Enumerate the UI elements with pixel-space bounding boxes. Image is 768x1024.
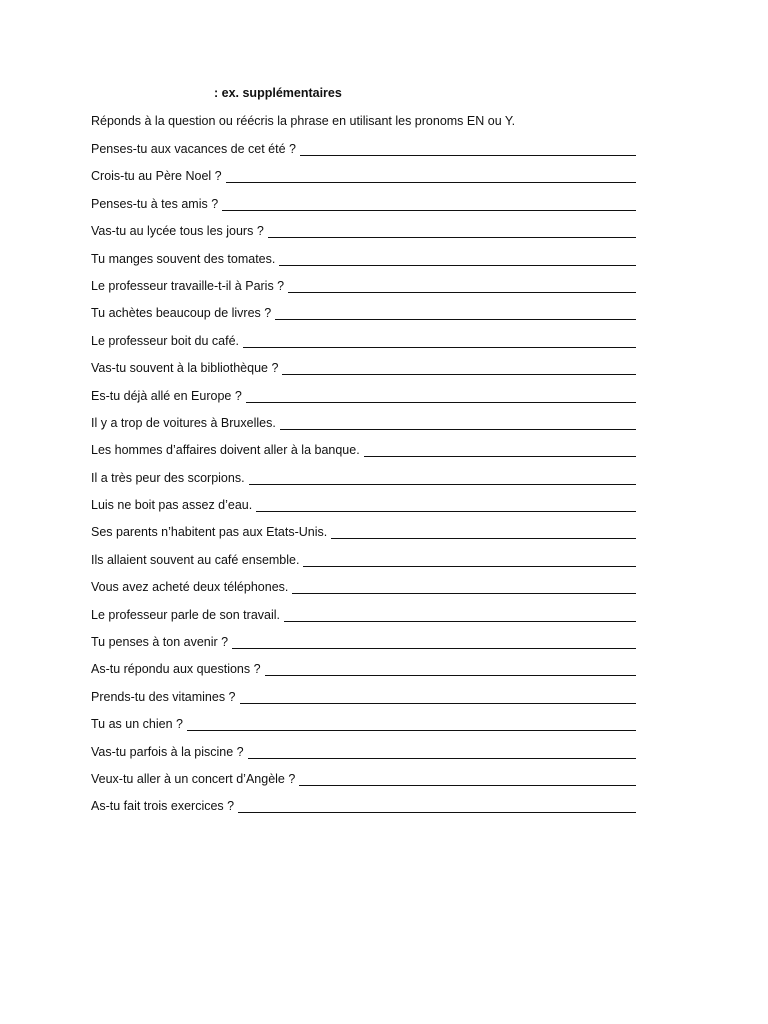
exercise-prompt: Vous avez acheté deux téléphones. — [91, 580, 289, 595]
exercise-prompt: Il y a trop de voitures à Bruxelles. — [91, 415, 276, 430]
exercise-item — [91, 771, 651, 798]
exercise-item — [91, 744, 651, 771]
answer-line[interactable] — [288, 278, 636, 293]
exercise-item — [91, 168, 651, 195]
answer-line[interactable] — [246, 388, 636, 403]
exercise-prompt: Vas-tu souvent à la bibliothèque ? — [91, 361, 279, 376]
answer-line[interactable] — [238, 798, 636, 813]
answer-line[interactable] — [280, 415, 636, 430]
exercise-prompt: As-tu fait trois exercices ? — [91, 799, 235, 814]
answer-line[interactable] — [187, 716, 636, 731]
answer-line[interactable] — [292, 579, 636, 594]
exercise-item — [91, 141, 651, 168]
answer-line[interactable] — [240, 689, 636, 704]
exercise-prompt: Les hommes d’affaires doivent aller à la banque. — [91, 443, 360, 458]
exercise-prompt: Prends-tu des vitamines ? — [91, 689, 236, 704]
exercise-item — [91, 415, 651, 442]
exercise-item — [91, 607, 651, 634]
answer-line[interactable] — [256, 497, 636, 512]
exercise-item — [91, 305, 651, 332]
exercise-prompt: Vas-tu parfois à la piscine ? — [91, 744, 244, 759]
exercise-item — [91, 278, 651, 305]
instruction-text: Réponds à la question ou réécris la phrase en utilisant les pronoms EN ou Y. — [91, 114, 516, 128]
exercise-item — [91, 442, 651, 469]
exercise-prompt: Il a très peur des scorpions. — [91, 470, 245, 485]
answer-line[interactable] — [284, 607, 636, 622]
exercise-item — [91, 579, 651, 606]
answer-line[interactable] — [248, 744, 636, 759]
exercise-prompt: Ils allaient souvent au café ensemble. — [91, 552, 300, 567]
exercise-prompt: Ses parents n’habitent pas aux Etats-Unis. — [91, 525, 328, 540]
exercise-prompt: Crois-tu au Père Noel ? — [91, 169, 222, 184]
exercise-prompt: Vas-tu au lycée tous les jours ? — [91, 224, 264, 239]
exercise-item — [91, 196, 651, 223]
exercise-item — [91, 388, 651, 415]
answer-line[interactable] — [226, 168, 636, 183]
exercise-prompt: Veux-tu aller à un concert d’Angèle ? — [91, 771, 296, 786]
exercise-prompt: Tu as un chien ? — [91, 717, 183, 732]
answer-line[interactable] — [265, 661, 636, 676]
exercise-prompt: Luis ne boit pas assez d’eau. — [91, 498, 253, 513]
answer-line[interactable] — [299, 771, 636, 786]
exercise-prompt: Penses-tu à tes amis ? — [91, 196, 219, 211]
answer-line[interactable] — [243, 333, 636, 348]
exercise-prompt: Tu achètes beaucoup de livres ? — [91, 306, 272, 321]
exercise-item — [91, 524, 651, 551]
answer-line[interactable] — [303, 552, 636, 567]
exercise-prompt: Es-tu déjà allé en Europe ? — [91, 388, 242, 403]
exercise-item — [91, 223, 651, 250]
exercise-prompt: Le professeur boit du café. — [91, 333, 240, 348]
exercise-prompt: Le professeur parle de son travail. — [91, 607, 280, 622]
exercise-prompt: Tu penses à ton avenir ? — [91, 635, 229, 650]
exercise-prompt: Le professeur travaille-t-il à Paris ? — [91, 278, 285, 293]
exercise-item — [91, 497, 651, 524]
exercise-item — [91, 360, 651, 387]
exercise-item — [91, 634, 651, 661]
exercise-item — [91, 251, 651, 278]
answer-line[interactable] — [279, 251, 636, 266]
exercise-item — [91, 798, 651, 825]
exercise-prompt: Tu manges souvent des tomates. — [91, 251, 276, 266]
answer-line[interactable] — [364, 442, 636, 457]
answer-line[interactable] — [222, 196, 636, 211]
answer-line[interactable] — [282, 360, 636, 375]
exercise-list — [91, 141, 651, 826]
exercise-item — [91, 333, 651, 360]
exercise-item — [91, 661, 651, 688]
exercise-prompt: As-tu répondu aux questions ? — [91, 662, 261, 677]
worksheet-title: : ex. supplémentaires — [214, 86, 342, 100]
answer-line[interactable] — [331, 524, 636, 539]
answer-line[interactable] — [249, 470, 636, 485]
answer-line[interactable] — [275, 305, 636, 320]
exercise-item — [91, 470, 651, 497]
exercise-item — [91, 689, 651, 716]
answer-line[interactable] — [300, 141, 636, 156]
exercise-item — [91, 716, 651, 743]
exercise-prompt: Penses-tu aux vacances de cet été ? — [91, 142, 296, 156]
answer-line[interactable] — [232, 634, 636, 649]
answer-line[interactable] — [268, 223, 636, 238]
exercise-item — [91, 552, 651, 579]
